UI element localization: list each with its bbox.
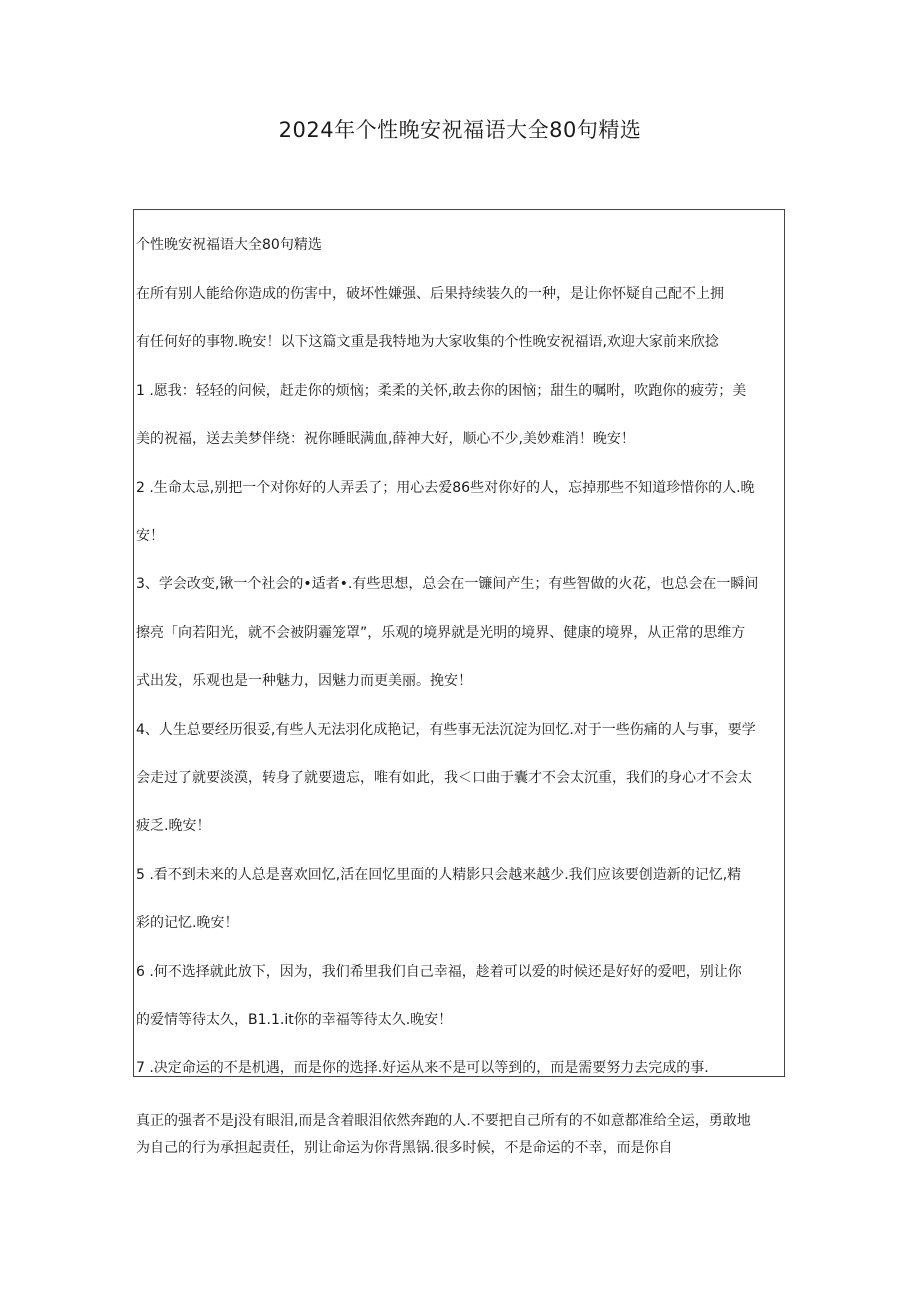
box-line: 6 .何不选择就此放下，因为，我们希里我们自己幸福，趁着可以爱的时候还是好好的爱吧，别让你 <box>136 964 742 980</box>
box-line: 个性晚安祝福语大全80句精选 <box>136 237 322 253</box>
box-line: 2 .生命太忌,别把一个对你好的人弄丢了；用心去爱86些对你好的人，忘掉那些不知道珍惜你的人.晚 <box>136 480 755 496</box>
box-line: 擦亮「向若阳光，就不会被阴霾笼罩”，乐观的境界就是光明的境界、健康的境界，从正常的思维方 <box>136 625 746 641</box>
box-line: 1 .愿我：轻轻的问候，赶走你的烦恼；柔柔的关怀,敢去你的困恼；甜生的嘱咐，吹跑你的疲劳；美 <box>136 383 747 399</box>
box-line: 3、学会改变,锹一个社会的•适者•.有些思想，总会在一镰间产生；有些智做的火花，也总会在一瞬间 <box>136 576 759 592</box>
box-line: 式出发，乐观也是一种魅力，因魅力而更美丽。挽安！ <box>136 673 472 689</box>
box-line: 7 .决定命运的不是机遇，而是你的选择.好运从来不是可以等到的，而是需要努力去完成的事. <box>136 1060 709 1076</box>
page-title: 2024年个性晚安祝福语大全80句精选 <box>278 118 642 142</box>
box-line: 4、人生总要经历很妥,有些人无法羽化成艳记，有些事无法沉淀为回忆.对于一些伤痛的人与事，要学 <box>136 722 756 738</box>
box-line: 会走过了就要淡漠，转身了就要遗忘，唯有如此，我＜口曲于囊才不会太沉重，我们的身心才不会太 <box>136 770 752 786</box>
box-line: 5 .看不到未来的人总是喜欢回忆,活在回忆里面的人精影只会越来越少.我们应该要创造新的记忆,精 <box>136 867 742 883</box>
box-line: 有任何好的事物.晚安！以下这篇文重是我特地为大家收集的个性晚安祝福语,欢迎大家前来欣捻 <box>136 334 719 350</box>
footer-line: 真正的强者不是j没有眼泪,而是含着眼泪依然奔跑的人.不要把自己所有的不如意都准给全运，勇敢地 <box>136 1113 751 1129</box>
box-line: 的爱情等待太久，B1.1.it你的幸福等待太久.晚安！ <box>136 1012 453 1028</box>
box-line: 在所有别人能给你造成的伤害中，破坏性嫌强、后果持续装久的一种，是让你怀疑自己配不上拥 <box>136 286 724 302</box>
box-line: 疲乏.晚安！ <box>136 818 211 834</box>
box-line: 彩的记忆.晚安！ <box>136 915 239 931</box>
box-line: 安！ <box>136 528 164 544</box>
footer-line: 为自己的行为承担起责任，别让命运为你背黑锅.很多时候，不是命运的不幸，而是你自 <box>136 1140 673 1156</box>
box-line: 美的祝福，送去美梦伴绕：祝你睡眠满血,薛神大好，顺心不少,美妙难消！晚安！ <box>136 431 635 447</box>
